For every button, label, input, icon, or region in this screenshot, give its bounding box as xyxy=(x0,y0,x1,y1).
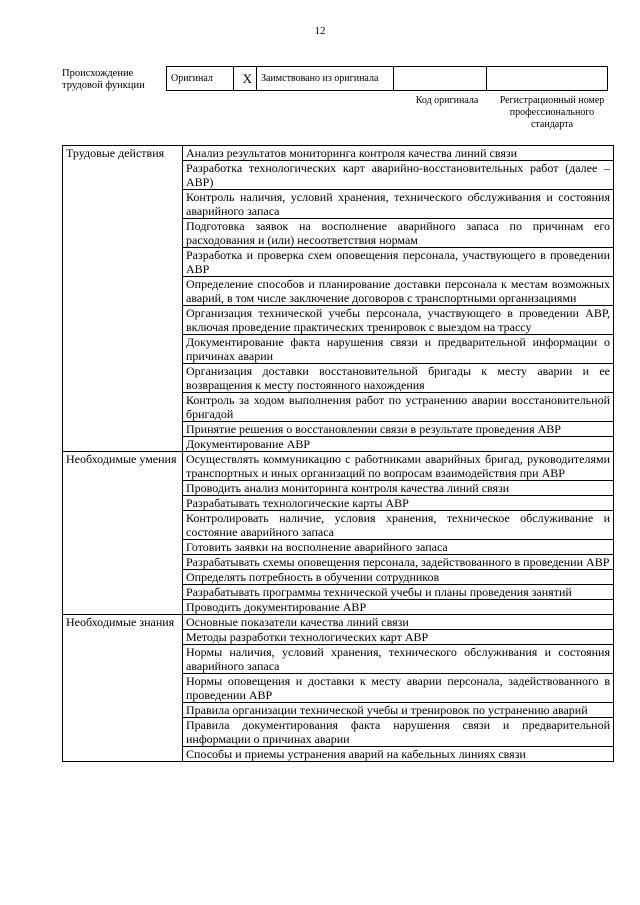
item-actions: Анализ результатов мониторинга контроля качества линий связи xyxy=(183,146,614,161)
item-skills: Проводить анализ мониторинга контроля качества линий связи xyxy=(183,481,614,496)
origin-table xyxy=(166,66,608,91)
reg-number-caption: Регистрационный номер профессионального стандарта xyxy=(499,95,605,130)
item-skills: Определять потребность в обучении сотрудников xyxy=(183,570,614,585)
item-actions: Подготовка заявок на восполнение аварийного запаса по причинам его расходования и (или) несоответствия нормам xyxy=(183,219,614,248)
item-actions: Контроль наличия, условий хранения, технического обслуживания и состояния аварийного запаса xyxy=(183,190,614,219)
item-knowledge: Способы и приемы устранения аварий на кабельных линиях связи xyxy=(183,747,614,762)
item-actions: Принятие решения о восстановлении связи в результате проведения АВР xyxy=(183,422,614,437)
item-skills: Контролировать наличие, условия хранения, техническое обслуживание и состояние аварийного запаса xyxy=(183,511,614,540)
origin-label: Происхождение трудовой функции xyxy=(62,68,145,91)
item-knowledge: Нормы наличия, условий хранения, технического обслуживания и состояния аварийного запаса xyxy=(183,645,614,674)
item-skills: Осуществлять коммуникацию с работниками аварийных бригад, руководителями транспортных и иных организаций по вопросам взаимодействия при АВР xyxy=(183,452,614,481)
item-knowledge: Правила документирования факта нарушения связи и предварительной информации о причинах аварии xyxy=(183,718,614,747)
section-title-knowledge: Необходимые знания xyxy=(63,615,183,762)
item-actions: Документирование факта нарушения связи и предварительной информации о причинах аварии xyxy=(183,335,614,364)
table-row xyxy=(63,452,614,481)
section-title-actions: Трудовые действия xyxy=(63,146,183,452)
page-number: 12 xyxy=(314,25,326,37)
item-actions: Организация доставки восстановительной бригады к месту аварии и ее возвращения к месту постоянного нахождения xyxy=(183,364,614,393)
item-actions: Организация технической учебы персонала, участвующего в проведении АВР, включая проведение практических тренировок с выездом на трассу xyxy=(183,306,614,335)
item-knowledge: Методы разработки технологических карт АВР xyxy=(183,630,614,645)
table-row xyxy=(63,146,614,161)
item-actions: Определение способов и планирование доставки персонала к местам возможных аварий, в том числе заключение договоров с транспортными организациями xyxy=(183,277,614,306)
item-skills: Разрабатывать технологические карты АВР xyxy=(183,496,614,511)
item-skills: Готовить заявки на восполнение аварийного запаса xyxy=(183,540,614,555)
table-row xyxy=(63,615,614,630)
labor-function-table xyxy=(62,145,614,762)
reg-number-cell xyxy=(487,67,608,91)
section-title-skills: Необходимые умения xyxy=(63,452,183,615)
code-cell xyxy=(394,67,487,91)
code-caption: Код оригинала xyxy=(415,95,479,106)
item-actions: Контроль за ходом выполнения работ по устранению аварии восстановительной бригадой xyxy=(183,393,614,422)
borrowed-cell: Заимствовано из оригинала xyxy=(257,67,394,91)
item-actions: Документирование АВР xyxy=(183,437,614,452)
item-skills: Разрабатывать программы технической учебы и планы проведения занятий xyxy=(183,585,614,600)
item-knowledge: Нормы оповещения и доставки к месту аварии персонала, задействованного в проведении АВР xyxy=(183,674,614,703)
original-cell: Оригинал xyxy=(167,67,234,91)
item-actions: Разработка и проверка схем оповещения персонала, участвующего в проведении АВР xyxy=(183,248,614,277)
item-skills: Разрабатывать схемы оповещения персонала, задействованного в проведении АВР xyxy=(183,555,614,570)
item-actions: Разработка технологических карт аварийно-восстановительных работ (далее – АВР) xyxy=(183,161,614,190)
item-knowledge: Правила организации технической учебы и тренировок по устранению аварий xyxy=(183,703,614,718)
original-mark: X xyxy=(234,67,257,91)
item-skills: Проводить документирование АВР xyxy=(183,600,614,615)
item-knowledge: Основные показатели качества линий связи xyxy=(183,615,614,630)
